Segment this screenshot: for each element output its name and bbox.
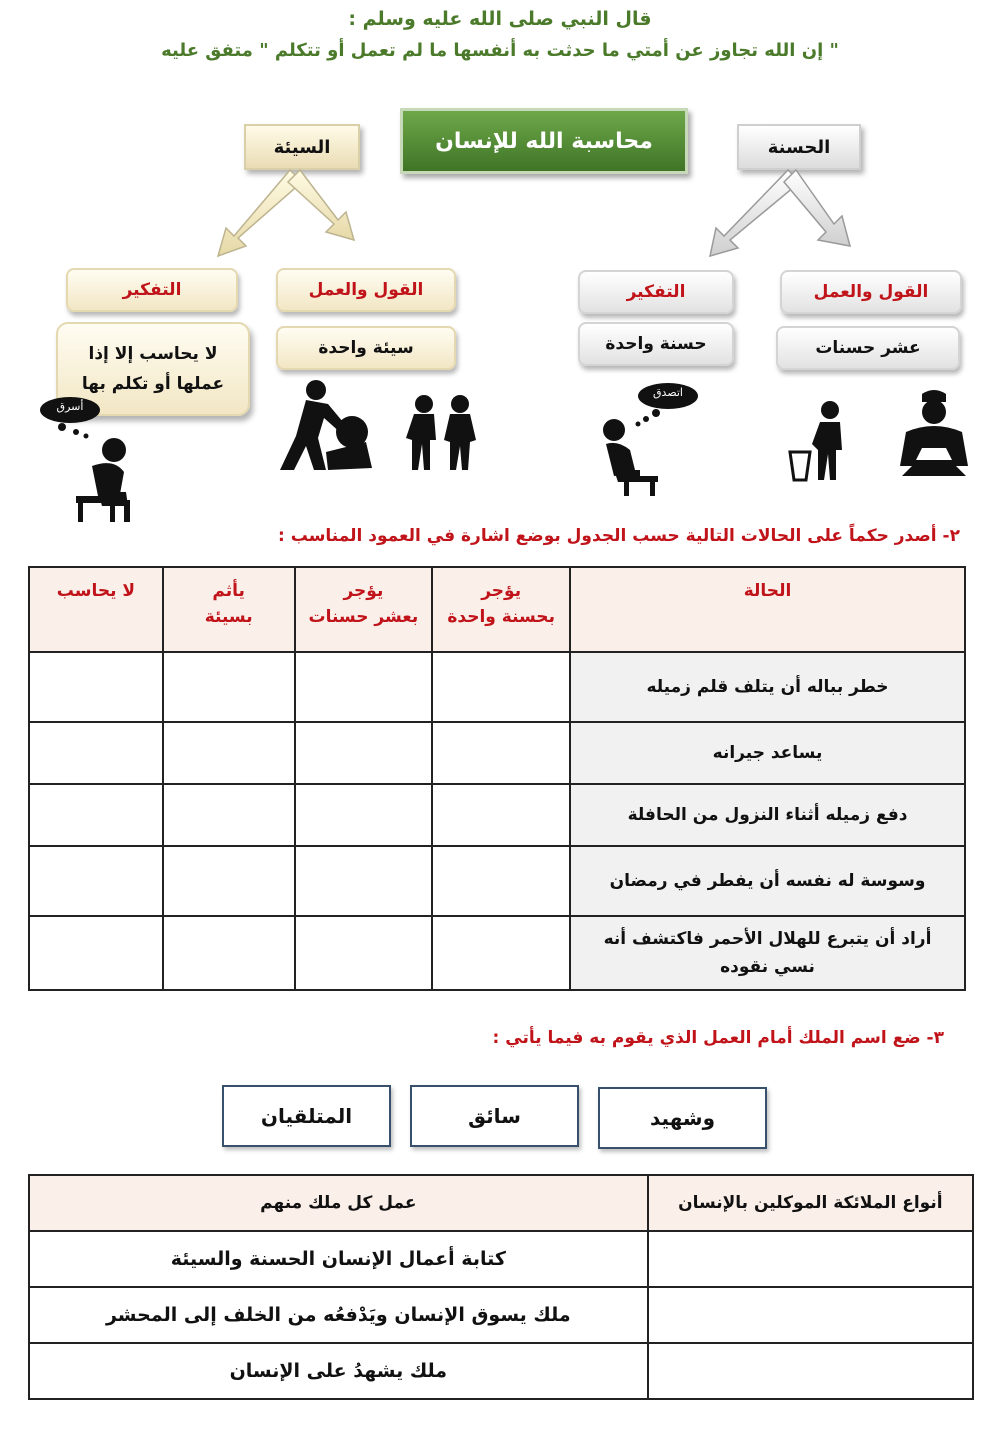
header-case: الحالة [570, 567, 965, 652]
answer-cell[interactable] [163, 846, 295, 916]
table-row [29, 1343, 973, 1399]
answer-cell[interactable] [29, 784, 163, 846]
answer-cell[interactable] [432, 784, 570, 846]
bad-deed-label: السيئة [244, 124, 360, 170]
answer-cell[interactable] [432, 846, 570, 916]
header-one-good [432, 567, 570, 652]
case-cell: دفع زميله أثناء النزول من الحافلة [570, 784, 965, 846]
header-angel-work: عمل كل ملك منهم [29, 1175, 648, 1231]
answer-cell[interactable] [29, 916, 163, 990]
thinking-person-icon [62, 432, 142, 524]
header-ten-good-l2: بعشر حسنات [308, 607, 419, 627]
header-ten-good-l1: يؤجر [343, 581, 384, 601]
answer-cell[interactable] [295, 652, 433, 722]
bad-thinking-label: التفكير [66, 268, 238, 312]
word-box-witness[interactable]: وشهيد [598, 1087, 767, 1149]
header-sin [163, 567, 295, 652]
good-thinking-label: التفكير [578, 270, 734, 314]
table-header-row [29, 567, 965, 652]
case-cell [570, 916, 965, 990]
header-ten-good [295, 567, 433, 652]
case-cell: وسوسة له نفسه أن يفطر في رمضان [570, 846, 965, 916]
bad-thinking-result-line1: لا يحاسب إلا إذا [88, 344, 218, 364]
good-thought-text: اتصدق [653, 386, 683, 399]
case-line2: نسي نقوده [720, 957, 815, 977]
littering-person-icon [782, 400, 854, 482]
answer-cell[interactable] [648, 1231, 973, 1287]
table-row [29, 1287, 973, 1343]
answer-cell[interactable] [29, 846, 163, 916]
bad-speech-action-label: القول والعمل [276, 268, 456, 312]
hadith-intro: قال النبي صلى الله عليه وسلم : [348, 8, 652, 30]
answer-cell[interactable] [163, 722, 295, 784]
answer-cell[interactable] [29, 652, 163, 722]
answer-cell[interactable] [295, 916, 433, 990]
case-line1: أراد أن يتبرع للهلال الأحمر فاكتشف أنه [603, 929, 932, 949]
section3-title: ٣- ضع اسم الملك أمام العمل الذي يقوم به فيما يأتي : [492, 1028, 944, 1048]
branch-arrows [0, 0, 1000, 280]
thinking-person-good-icon [596, 416, 666, 496]
answer-cell[interactable] [163, 784, 295, 846]
bad-thinking-result-line2: عملها أو تكلم بها [81, 374, 225, 394]
good-speech-action-label: القول والعمل [780, 270, 962, 314]
table-row [29, 846, 965, 916]
good-deed-label: الحسنة [737, 124, 861, 170]
case-cell: خطر بباله أن يتلف قلم زميله [570, 652, 965, 722]
diagram-title: محاسبة الله للإنسان [400, 108, 688, 174]
whispering-people-icon [400, 392, 490, 472]
table-row [29, 1231, 973, 1287]
word-box-recorders[interactable]: المتلقيان [222, 1085, 391, 1147]
angels-table [28, 1174, 974, 1400]
answer-cell[interactable] [295, 846, 433, 916]
header-sin-l2: بسيئة [204, 607, 253, 627]
answer-cell[interactable] [163, 652, 295, 722]
answer-cell[interactable] [432, 722, 570, 784]
work-cell: ملك يشهدُ على الإنسان [29, 1343, 648, 1399]
judgement-table [28, 566, 966, 991]
header-no-account: لا يحاسب [29, 567, 163, 652]
reading-quran-icon [896, 386, 972, 480]
table-row [29, 652, 965, 722]
good-thinking-result: حسنة واحدة [578, 322, 734, 366]
answer-cell[interactable] [432, 916, 570, 990]
answer-cell[interactable] [648, 1343, 973, 1399]
work-cell: كتابة أعمال الإنسان الحسنة والسيئة [29, 1231, 648, 1287]
work-cell: ملك يسوق الإنسان ويَدْفعُه من الخلف إلى المحشر [29, 1287, 648, 1343]
header-angel-types: أنواع الملائكة الموكلين بالإنسان [648, 1175, 973, 1231]
answer-cell[interactable] [163, 916, 295, 990]
pushing-person-icon [266, 376, 376, 474]
header-sin-l1: يأثم [212, 581, 245, 601]
hadith-text: " إن الله تجاوز عن أمتي ما حدثت به أنفسها ما لم تعمل أو تتكلم " متفق عليه [161, 40, 839, 61]
answer-cell[interactable] [29, 722, 163, 784]
table-row [29, 916, 965, 990]
answer-cell[interactable] [295, 784, 433, 846]
answer-cell[interactable] [295, 722, 433, 784]
header-one-good-l1: يؤجر [481, 581, 522, 601]
word-box-driver[interactable]: سائق [410, 1085, 579, 1147]
bad-speech-action-result: سيئة واحدة [276, 326, 456, 370]
section2-title: ٢- أصدر حكماً على الحالات التالية حسب الجدول بوضع اشارة في العمود المناسب : [277, 526, 960, 546]
answer-cell[interactable] [648, 1287, 973, 1343]
good-arrow-right-icon [784, 170, 850, 246]
answer-cell[interactable] [432, 652, 570, 722]
table-row [29, 784, 965, 846]
good-speech-action-result: عشر حسنات [776, 326, 960, 370]
table-row [29, 722, 965, 784]
header-one-good-l2: بحسنة واحدة [447, 607, 555, 627]
bad-thought-text: أسرق [56, 400, 84, 413]
bad-arrow-right-icon [288, 170, 354, 240]
table-header-row [29, 1175, 973, 1231]
case-cell: يساعد جيرانه [570, 722, 965, 784]
